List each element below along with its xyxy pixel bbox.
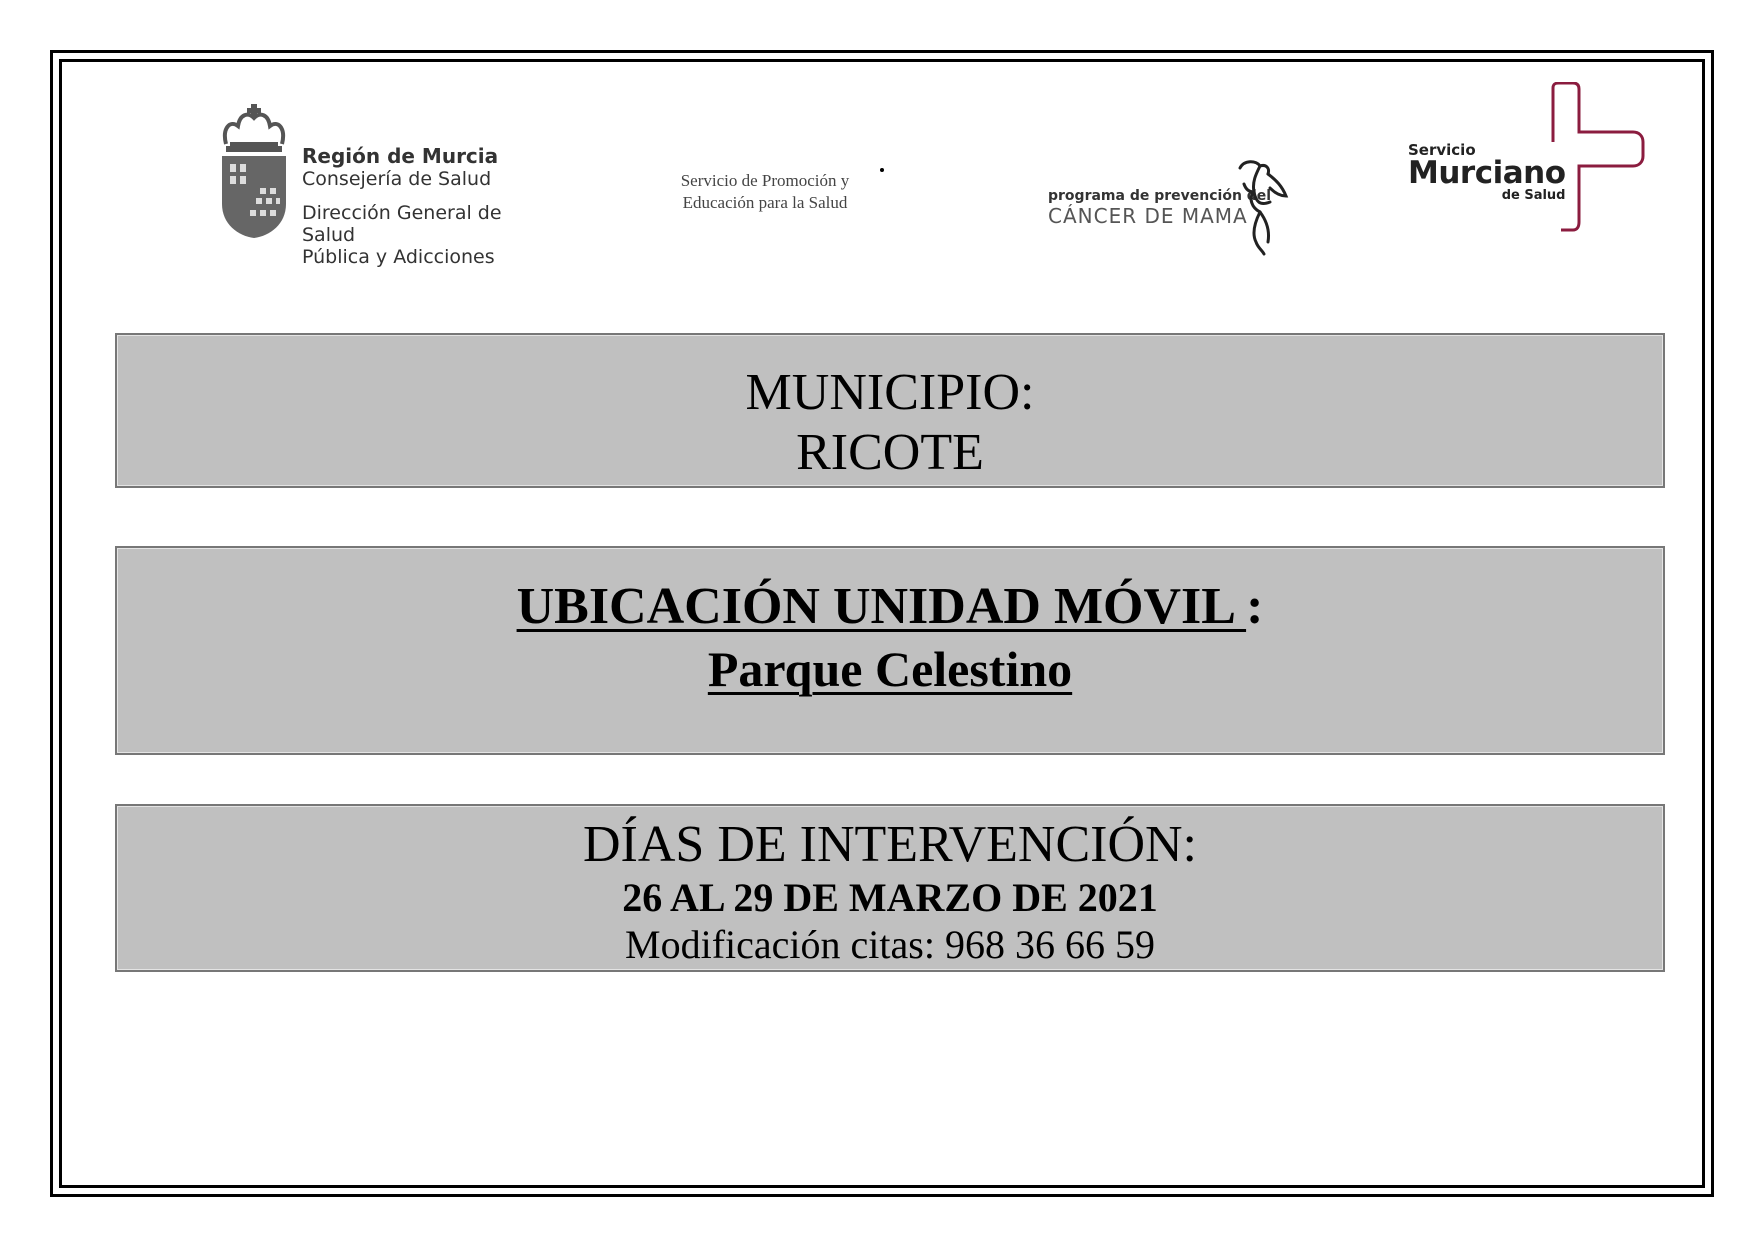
ubicacion-box	[115, 546, 1665, 755]
promo-line2: Educación para la Salud	[682, 193, 848, 212]
municipio-label: MUNICIPIO:	[745, 364, 1035, 421]
woman-figure-icon	[1230, 158, 1290, 258]
sms-de-salud: de Salud	[1501, 188, 1566, 203]
ubicacion-heading	[117, 576, 1663, 638]
dias-dates: 26 AL 29 DE MARZO DE 2021	[622, 875, 1158, 920]
ubicacion-value: Parque Celestino	[707, 641, 1073, 697]
promo-logo	[640, 170, 890, 214]
region-murcia-logo	[220, 100, 550, 268]
cancer-line1: programa de prevención del	[1048, 188, 1272, 204]
cancer-program-logo	[1048, 158, 1298, 258]
dias-label: DÍAS DE INTERVENCIÓN:	[583, 816, 1197, 873]
sms-logo	[1405, 82, 1645, 232]
promo-line1: Servicio de Promoción y	[680, 171, 850, 190]
region-direction-line2: Pública y Adicciones	[302, 246, 495, 268]
sms-servicio: Servicio	[1408, 141, 1476, 159]
crown-crest-icon	[220, 100, 288, 240]
cancer-line2: CÁNCER DE MAMA	[1048, 204, 1248, 228]
sms-murciano: Murciano	[1408, 155, 1566, 191]
region-title: Región de Murcia	[302, 144, 499, 168]
municipio-box	[115, 333, 1665, 488]
region-subtitle: Consejería de Salud	[302, 168, 492, 190]
dias-box	[115, 804, 1665, 972]
ubicacion-label: UBICACIÓN UNIDAD MÓVIL	[516, 578, 1247, 635]
municipio-value: RICOTE	[796, 424, 984, 481]
region-direction-line1: Dirección General de Salud	[302, 202, 502, 246]
ubicacion-colon: :	[1246, 578, 1264, 635]
appointment-phone: Modificación citas: 968 36 66 59	[625, 922, 1155, 967]
